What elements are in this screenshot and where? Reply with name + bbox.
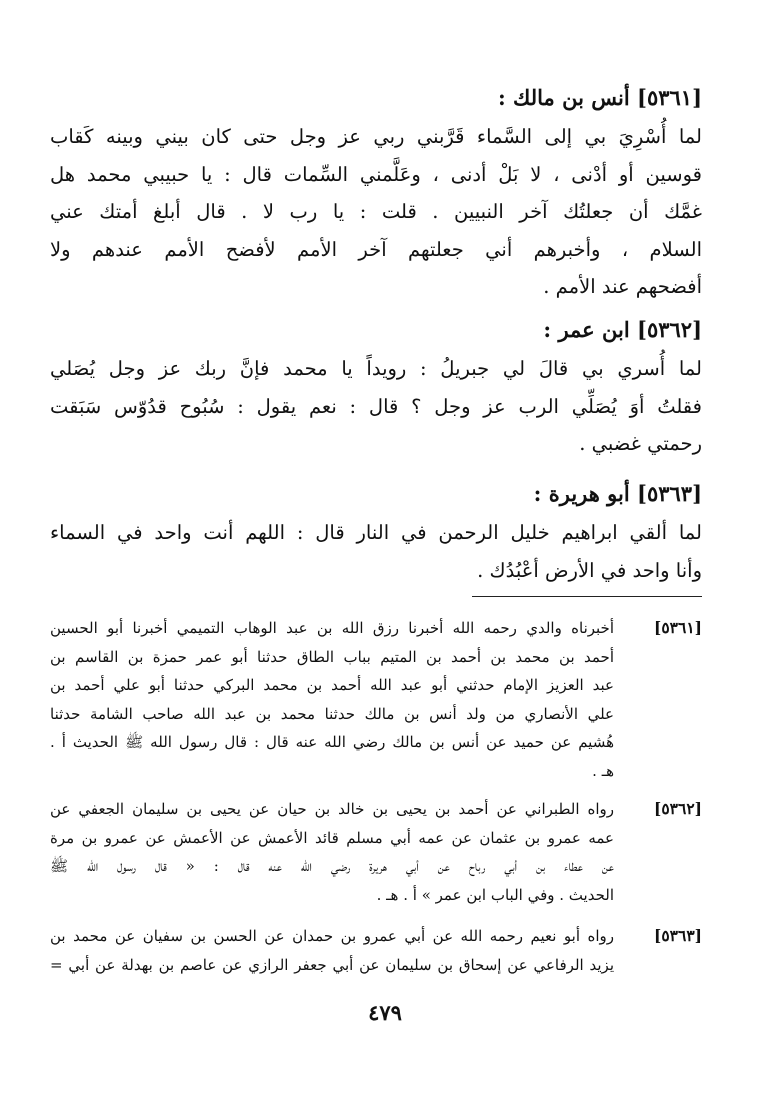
entry-number: [٥٣٦٣] bbox=[637, 481, 702, 506]
entry-colon: : bbox=[497, 85, 506, 110]
footnote-line: أخبرناه والدي رحمه الله أخبرنا رزق الله بن عبد الوهاب التميمي أخبرنا أبو الحسين bbox=[50, 619, 614, 637]
entry-heading bbox=[50, 316, 702, 344]
footnote-separator bbox=[472, 596, 702, 597]
hadith-entry bbox=[50, 84, 702, 306]
footnote bbox=[50, 614, 702, 785]
footnote-line: أحمد بن محمد بن أحمد بن المتيم بباب الطاق حدثنا أبو عمر حمزة بن القاسم بن bbox=[50, 647, 614, 666]
entry-number: [٥٣٦١] bbox=[637, 85, 702, 110]
text-line: رحمتي غضبي . bbox=[579, 432, 702, 455]
footnote-line: هُشيم عن حميد عن أنس بن مالك رضي الله عنه قال : قال رسول الله ﷺ الحديث أ . bbox=[50, 733, 614, 751]
text-line: السلام ، وأخبرهم أني جعلتهم آخر الأمم لأفضح الأمم عندهم ولا bbox=[50, 237, 702, 261]
footnote-line: يزيد الرفاعي عن إسحاق بن سليمان عن أبي جعفر الرازي عن عاصم بن بهدلة عن أبي = bbox=[50, 955, 614, 974]
entry-number: [٥٣٦٢] bbox=[637, 317, 702, 342]
entry-text bbox=[50, 118, 702, 306]
text-line: أفضحهم عند الأمم . bbox=[543, 275, 702, 298]
page-number: ٤٧٩ bbox=[368, 1000, 402, 1025]
footnote-number: [٥٣٦٣] bbox=[654, 926, 702, 945]
footnote-line: عن عطاء بن أبي رباح عن أبي هريرة رضي الله عنه قال : « قال رسول الله ﷺ bbox=[50, 857, 614, 875]
footnote-line: رواه أبو نعيم رحمه الله عن أبي عمرو بن حمدان عن الحسن بن سفيان عن محمد بن bbox=[50, 927, 614, 945]
footnote-line: الحديث . وفي الباب ابن عمر » أ . هـ . bbox=[376, 885, 614, 904]
entry-narrator: أبو هريرة bbox=[548, 481, 630, 506]
footnote-line: علي الأنصاري من ولد أنس بن مالك حدثنا محمد بن عبد الله صاحب الشامة حدثنا bbox=[50, 704, 614, 723]
footnote-text bbox=[50, 795, 614, 909]
hadith-entry bbox=[50, 316, 702, 463]
footnote-number: [٥٣٦٢] bbox=[654, 799, 702, 818]
entry-colon: : bbox=[543, 317, 552, 342]
footnote-line: عبد العزيز الإمام حدثني أبو عبد الله أحمد بن محمد البركي حدثنا أبو علي أحمد بن bbox=[50, 676, 614, 694]
footnote bbox=[50, 922, 702, 979]
footnote-line: رواه الطبراني عن أحمد بن يحيى بن خالد بن حيان عن يحيى بن سليمان الجعفي عن bbox=[50, 800, 614, 818]
text-line: لما أُسْرِيَ بي إلى السَّماء قَرَّبني ربي عز وجل حتى كان بيني وبينه كَقاب bbox=[50, 125, 702, 148]
entry-heading bbox=[50, 84, 702, 112]
footnote-text bbox=[50, 614, 614, 785]
footnote-text bbox=[50, 922, 614, 979]
text-line: قوسين أو أدْنى ، لا بَلْ أدنى ، وعَلَّمني السِّمات قال : يا حبيبي محمد هل bbox=[50, 162, 702, 186]
hadith-entry bbox=[50, 480, 702, 589]
entry-narrator: أنس بن مالك bbox=[513, 85, 630, 110]
entry-colon: : bbox=[533, 481, 542, 506]
text-line: وأنا واحد في الأرض أعْبُدُك . bbox=[477, 558, 702, 582]
footnote-number: [٥٣٦١] bbox=[654, 618, 702, 637]
text-line: لما أُسري بي قالَ لي جبريلُ : رويداً يا محمد فإنَّ ربك عز وجل يُصَلي bbox=[50, 357, 702, 380]
entry-narrator: ابن عمر bbox=[558, 317, 630, 342]
text-line: غمَّك أن جعلتُك آخر النبيين . قلت : يا رب لا . قال أبلغ أمتك عني bbox=[50, 200, 702, 223]
entry-text bbox=[50, 514, 702, 589]
entry-heading bbox=[50, 480, 702, 508]
text-line: لما ألقي ابراهيم خليل الرحمن في النار قال : اللهم أنت واحد في السماء bbox=[50, 521, 702, 544]
text-line: فقلتُ أوَ يُصَلِّي الرب عز وجل ؟ قال : نعم يقول : سُبُوح قدُوّس سَبَقت bbox=[50, 394, 702, 418]
footnote-line: عمه عمرو بن عثمان عن عمه أبي مسلم قائد الأعمش عن الأعمش عن عمرو بن مرة bbox=[50, 828, 614, 847]
footnote bbox=[50, 795, 702, 909]
entry-text bbox=[50, 350, 702, 463]
footnote-line: هـ . bbox=[592, 761, 614, 780]
